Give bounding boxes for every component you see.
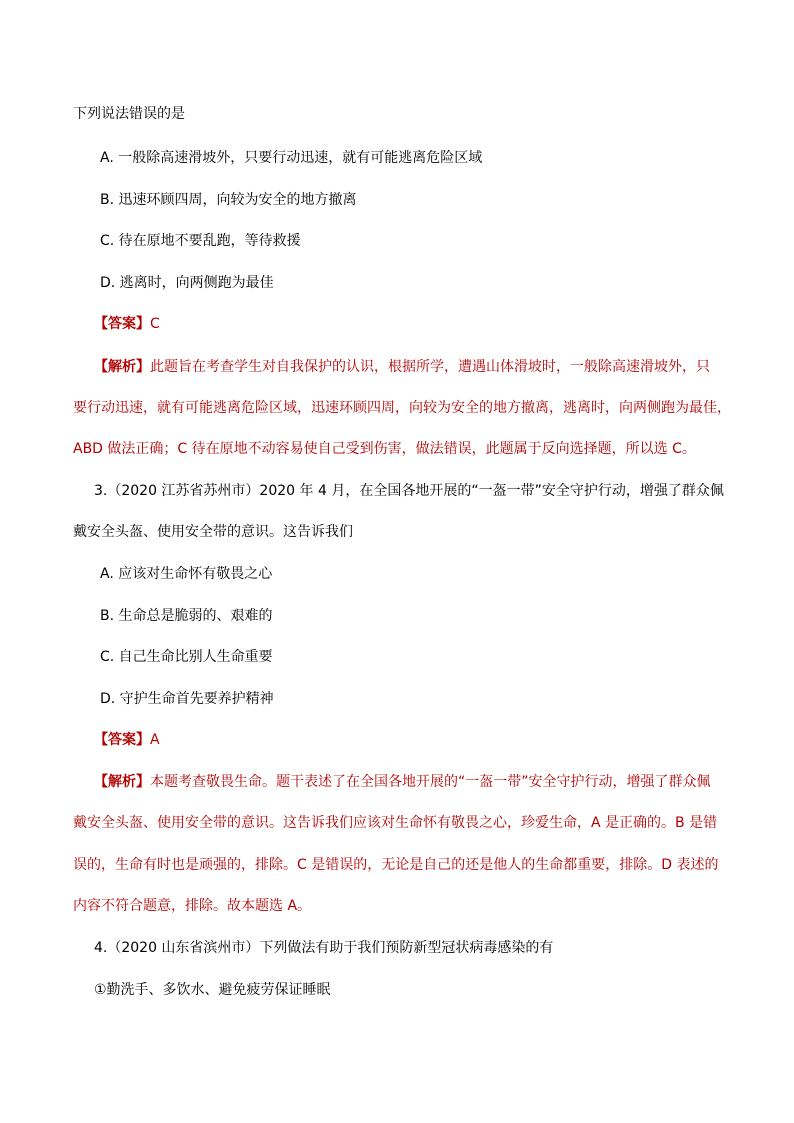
- q2-answer: [94, 314, 160, 334]
- q3-option-b: B. 生命总是脆弱的、艰难的: [100, 608, 273, 624]
- q4-item-1: ①勤洗手、多饮水、避免疲劳保证睡眠: [94, 982, 331, 998]
- q2-answer-value: C: [150, 316, 160, 332]
- q2-analysis-line-2: 要行动迅速，就有可能逃离危险区域，迅速环顾四周，向较为安全的地方撤离，逃离时，向两侧跑为最佳，: [73, 400, 731, 416]
- q3-option-d: D. 守护生命首先要养护精神: [100, 691, 274, 707]
- q2-answer-tag: 【答案】: [94, 316, 150, 332]
- q3-analysis-line-2: 戴安全头盔、使用安全带的意识。这告诉我们应该对生命怀有敬畏之心，珍爱生命，A 是正确的。B 是错: [73, 815, 718, 831]
- q3-analysis-line-4: 内容不符合题意，排除。故本题选 A。: [73, 898, 312, 914]
- q3-option-c: C. 自己生命比别人生命重要: [100, 649, 273, 665]
- q2-analysis-tag: 【解析】: [94, 359, 150, 375]
- q2-analysis-line-3: ABD 做法正确；C 待在原地不动容易使自己受到伤害，做法错误，此题属于反向选择题，所以选 C。: [73, 441, 696, 457]
- q3-stem-line-1: 3.（2020 江苏省苏州市）2020 年 4 月，在全国各地开展的“一盔一带”安全守护行动，增强了群众佩: [94, 483, 724, 499]
- q3-option-a: A. 应该对生命怀有敬畏之心: [100, 566, 273, 582]
- q4-stem: 4.（2020 山东省滨州市）下列做法有助于我们预防新型冠状病毒感染的有: [94, 940, 554, 956]
- q2-analysis-line-1: 【解析】此题旨在考查学生对自我保护的认识，根据所学，遭遇山体滑坡时，一般除高速滑坡外，只: [94, 359, 710, 375]
- q2-option-c: C. 待在原地不要乱跑，等待救援: [100, 233, 301, 249]
- q2-stem-tail: 下列说法错误的是: [73, 106, 185, 122]
- q3-analysis-line-1: 【解析】本题考查敬畏生命。题干表述了在全国各地开展的“一盔一带”安全守护行动，增强了群众佩: [94, 774, 711, 790]
- q3-answer-value: A: [150, 732, 160, 748]
- q3-answer: [94, 730, 160, 750]
- q3-answer-tag: 【答案】: [94, 732, 150, 748]
- q3-analysis-tag: 【解析】: [94, 774, 150, 790]
- q2-option-a: A. 一般除高速滑坡外，只要行动迅速，就有可能逃离危险区域: [100, 150, 483, 166]
- q3-stem-line-2: 戴安全头盔、使用安全带的意识。这告诉我们: [73, 524, 353, 540]
- q2-option-b: B. 迅速环顾四周，向较为安全的地方撤离: [100, 192, 357, 208]
- q3-analysis-line-3: 误的，生命有时也是顽强的，排除。C 是错误的，无论是自己的还是他人的生命都重要，排除。D 表述的: [73, 857, 719, 873]
- q2-option-d: D. 逃离时，向两侧跑为最佳: [100, 275, 274, 291]
